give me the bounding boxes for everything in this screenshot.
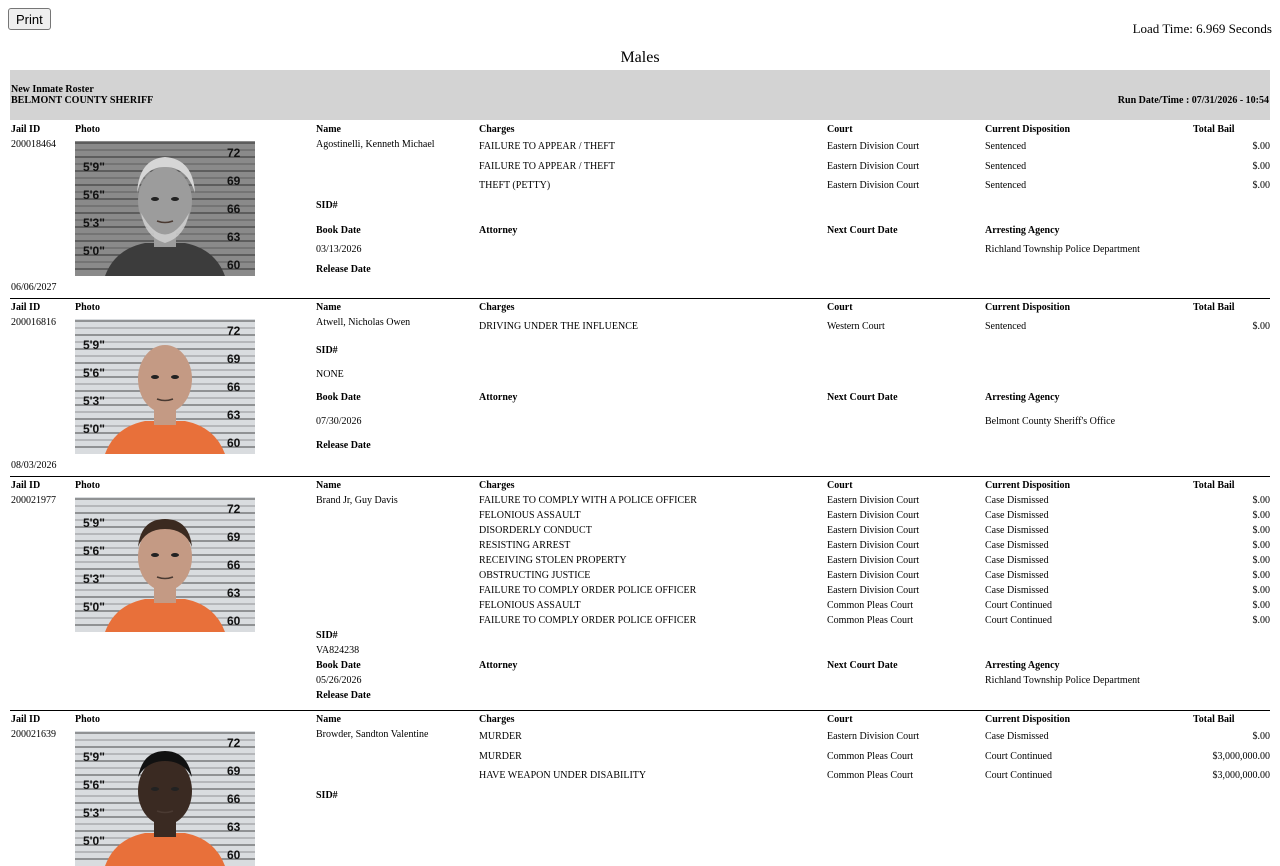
charge-disposition: Case Dismissed [985, 555, 1049, 566]
sid-label: SID# [316, 345, 338, 356]
charge-description: OBSTRUCTING JUSTICE [479, 570, 591, 581]
jail-id-value: 200016816 [11, 317, 56, 328]
roster-title-line1: New Inmate Roster [11, 84, 94, 95]
charge-disposition: Sentenced [985, 321, 1027, 332]
height-mark: 5'6" [83, 778, 105, 792]
charge-description: FELONIOUS ASSAULT [479, 600, 581, 611]
total-bail-label: Total Bail [1193, 714, 1235, 725]
jail-id-value: 200018464 [11, 139, 56, 150]
release-date-label: Release Date [316, 264, 371, 275]
height-mark: 69 [227, 174, 241, 188]
charges-label: Charges [479, 302, 515, 313]
disposition-label: Current Disposition [985, 302, 1071, 313]
jail-id-value: 200021639 [11, 729, 56, 740]
run-date-time: Run Date/Time : 07/31/2026 - 10:54 [1117, 95, 1269, 106]
book-date-value: 07/30/2026 [316, 416, 362, 427]
height-mark: 66 [227, 792, 241, 806]
charge-court: Common Pleas Court [827, 600, 914, 611]
height-mark: 72 [227, 324, 241, 338]
court-label: Court [827, 124, 853, 135]
charge-description: THEFT (PETTY) [479, 180, 551, 191]
charge-disposition: Case Dismissed [985, 540, 1049, 551]
arresting-agency-value: Richland Township Police Department [985, 244, 1140, 255]
height-mark: 63 [227, 230, 241, 244]
charge-bail: $.00 [1252, 525, 1270, 536]
charge-court: Eastern Division Court [827, 510, 920, 521]
court-label: Court [827, 714, 853, 725]
inmate-face [138, 757, 192, 825]
photo-label: Photo [75, 124, 100, 135]
charge-court: Eastern Division Court [827, 585, 920, 596]
charge-description: MURDER [479, 751, 522, 762]
record-separator [10, 476, 1270, 477]
height-mark: 60 [227, 436, 241, 450]
height-mark: 66 [227, 380, 241, 394]
photo-label: Photo [75, 480, 100, 491]
roster-title [11, 84, 153, 106]
jail-id-label: Jail ID [11, 714, 41, 725]
photo-label: Photo [75, 302, 100, 313]
charge-disposition: Court Continued [985, 600, 1052, 611]
charges-label: Charges [479, 124, 515, 135]
sid-label: SID# [316, 630, 338, 641]
sid-label: SID# [316, 200, 338, 211]
height-mark: 5'9" [83, 516, 105, 530]
charge-description: DRIVING UNDER THE INFLUENCE [479, 321, 638, 332]
print-button[interactable]: Print [8, 8, 51, 30]
charge-court: Eastern Division Court [827, 161, 920, 172]
name-label: Name [316, 714, 341, 725]
height-mark: 5'6" [83, 188, 105, 202]
charge-bail: $.00 [1252, 731, 1270, 742]
charges-label: Charges [479, 480, 515, 491]
charge-court: Eastern Division Court [827, 180, 920, 191]
jail-id-label: Jail ID [11, 480, 41, 491]
charge-bail: $.00 [1252, 510, 1270, 521]
height-mark: 63 [227, 408, 241, 422]
charge-disposition: Case Dismissed [985, 495, 1049, 506]
jail-id-label: Jail ID [11, 124, 41, 135]
charge-disposition: Sentenced [985, 180, 1027, 191]
charge-bail: $.00 [1252, 600, 1270, 611]
height-mark: 60 [227, 848, 241, 862]
inmate-photo [75, 141, 255, 276]
charge-description: FAILURE TO APPEAR / THEFT [479, 141, 615, 152]
charge-court: Eastern Division Court [827, 495, 920, 506]
charge-description: RECEIVING STOLEN PROPERTY [479, 555, 627, 566]
charge-court: Common Pleas Court [827, 615, 914, 626]
charge-bail: $3,000,000.00 [1212, 770, 1270, 781]
inmate-face [138, 345, 192, 413]
photo-label: Photo [75, 714, 100, 725]
name-label: Name [316, 302, 341, 313]
charge-court: Eastern Division Court [827, 570, 920, 581]
charge-description: FELONIOUS ASSAULT [479, 510, 581, 521]
charge-disposition: Court Continued [985, 615, 1052, 626]
charge-bail: $.00 [1252, 161, 1270, 172]
charge-disposition: Case Dismissed [985, 731, 1049, 742]
sid-value: NONE [316, 369, 344, 380]
attorney-label: Attorney [479, 660, 518, 671]
height-mark: 72 [227, 502, 241, 516]
charge-bail: $.00 [1252, 570, 1270, 581]
inmate-photo [75, 731, 255, 862]
total-bail-label: Total Bail [1193, 302, 1235, 313]
release-date-label: Release Date [316, 440, 371, 451]
book-date-value: 05/26/2026 [316, 675, 362, 686]
name-label: Name [316, 124, 341, 135]
height-mark: 5'3" [83, 216, 105, 230]
height-mark: 5'0" [83, 422, 105, 436]
next-court-date-label: Next Court Date [827, 392, 898, 403]
next-court-date-label: Next Court Date [827, 660, 898, 671]
height-mark: 69 [227, 352, 241, 366]
charge-court: Eastern Division Court [827, 141, 920, 152]
height-mark: 5'0" [83, 600, 105, 614]
height-mark: 5'0" [83, 244, 105, 258]
charge-description: MURDER [479, 731, 522, 742]
height-mark: 63 [227, 586, 241, 600]
arresting-agency-label: Arresting Agency [985, 392, 1060, 403]
release-date-value: 08/03/2026 [11, 460, 57, 471]
court-label: Court [827, 480, 853, 491]
charge-disposition: Sentenced [985, 161, 1027, 172]
disposition-label: Current Disposition [985, 124, 1071, 135]
book-date-label: Book Date [316, 660, 361, 671]
page-title: Males [620, 49, 660, 66]
total-bail-label: Total Bail [1193, 480, 1235, 491]
charge-bail: $.00 [1252, 321, 1270, 332]
book-date-label: Book Date [316, 392, 361, 403]
release-date-label: Release Date [316, 690, 371, 701]
height-mark: 5'6" [83, 544, 105, 558]
roster-header [10, 70, 1270, 120]
inmate-name: Atwell, Nicholas Owen [316, 317, 411, 328]
height-mark: 5'3" [83, 394, 105, 408]
record-separator [10, 298, 1270, 299]
charges-label: Charges [479, 714, 515, 725]
load-time: Load Time: 6.969 Seconds [1132, 21, 1272, 36]
charge-description: DISORDERLY CONDUCT [479, 525, 592, 536]
charge-description: RESISTING ARREST [479, 540, 571, 551]
sid-label: SID# [316, 790, 338, 801]
sid-value: VA824238 [316, 645, 360, 656]
charge-description: FAILURE TO COMPLY ORDER POLICE OFFICER [479, 585, 697, 596]
charge-court: Eastern Division Court [827, 540, 920, 551]
arresting-agency-value: Belmont County Sheriff's Office [985, 416, 1116, 427]
charge-court: Eastern Division Court [827, 555, 920, 566]
inmate-photo [75, 497, 255, 632]
book-date-label: Book Date [316, 225, 361, 236]
height-mark: 69 [227, 764, 241, 778]
height-mark: 5'3" [83, 806, 105, 820]
record-separator [10, 710, 1270, 711]
height-mark: 72 [227, 146, 241, 160]
jail-id-label: Jail ID [11, 302, 41, 313]
disposition-label: Current Disposition [985, 480, 1071, 491]
height-mark: 66 [227, 202, 241, 216]
charge-description: FAILURE TO COMPLY ORDER POLICE OFFICER [479, 615, 697, 626]
height-mark: 5'0" [83, 834, 105, 848]
inmate-photo [75, 319, 255, 454]
charge-court: Eastern Division Court [827, 731, 920, 742]
height-mark: 60 [227, 614, 241, 628]
book-date-value: 03/13/2026 [316, 244, 362, 255]
charge-disposition: Sentenced [985, 141, 1027, 152]
charge-disposition: Court Continued [985, 751, 1052, 762]
height-mark: 69 [227, 530, 241, 544]
height-mark: 5'3" [83, 572, 105, 586]
charge-court: Common Pleas Court [827, 770, 914, 781]
height-mark: 63 [227, 820, 241, 834]
charge-disposition: Case Dismissed [985, 525, 1049, 536]
arresting-agency-label: Arresting Agency [985, 225, 1060, 236]
charge-bail: $.00 [1252, 555, 1270, 566]
height-mark: 60 [227, 258, 241, 272]
height-mark: 5'9" [83, 160, 105, 174]
height-mark: 5'6" [83, 366, 105, 380]
next-court-date-label: Next Court Date [827, 225, 898, 236]
height-mark: 72 [227, 736, 241, 750]
charge-court: Common Pleas Court [827, 751, 914, 762]
disposition-label: Current Disposition [985, 714, 1071, 725]
charge-bail: $.00 [1252, 540, 1270, 551]
court-label: Court [827, 302, 853, 313]
jail-id-value: 200021977 [11, 495, 56, 506]
charge-bail: $.00 [1252, 495, 1270, 506]
height-mark: 66 [227, 558, 241, 572]
height-mark: 5'9" [83, 750, 105, 764]
inmate-name: Agostinelli, Kenneth Michael [316, 139, 435, 150]
roster-agency-name: BELMONT COUNTY SHERIFF [11, 95, 154, 106]
charge-bail: $.00 [1252, 141, 1270, 152]
charge-disposition: Case Dismissed [985, 570, 1049, 581]
charge-disposition: Case Dismissed [985, 585, 1049, 596]
name-label: Name [316, 480, 341, 491]
arresting-agency-value: Richland Township Police Department [985, 675, 1140, 686]
charge-bail: $.00 [1252, 180, 1270, 191]
charge-description: FAILURE TO APPEAR / THEFT [479, 161, 615, 172]
attorney-label: Attorney [479, 392, 518, 403]
height-mark: 5'9" [83, 338, 105, 352]
charge-bail: $.00 [1252, 615, 1270, 626]
total-bail-label: Total Bail [1193, 124, 1235, 135]
arresting-agency-label: Arresting Agency [985, 660, 1060, 671]
charge-description: HAVE WEAPON UNDER DISABILITY [479, 770, 647, 781]
charge-bail: $.00 [1252, 585, 1270, 596]
charge-description: FAILURE TO COMPLY WITH A POLICE OFFICER [479, 495, 697, 506]
charge-court: Western Court [827, 321, 885, 332]
attorney-label: Attorney [479, 225, 518, 236]
inmate-name: Browder, Sandton Valentine [316, 729, 429, 740]
charge-disposition: Case Dismissed [985, 510, 1049, 521]
charge-court: Eastern Division Court [827, 525, 920, 536]
charge-bail: $3,000,000.00 [1212, 751, 1270, 762]
inmate-name: Brand Jr, Guy Davis [316, 495, 398, 506]
charge-disposition: Court Continued [985, 770, 1052, 781]
release-date-value: 06/06/2027 [11, 282, 57, 293]
